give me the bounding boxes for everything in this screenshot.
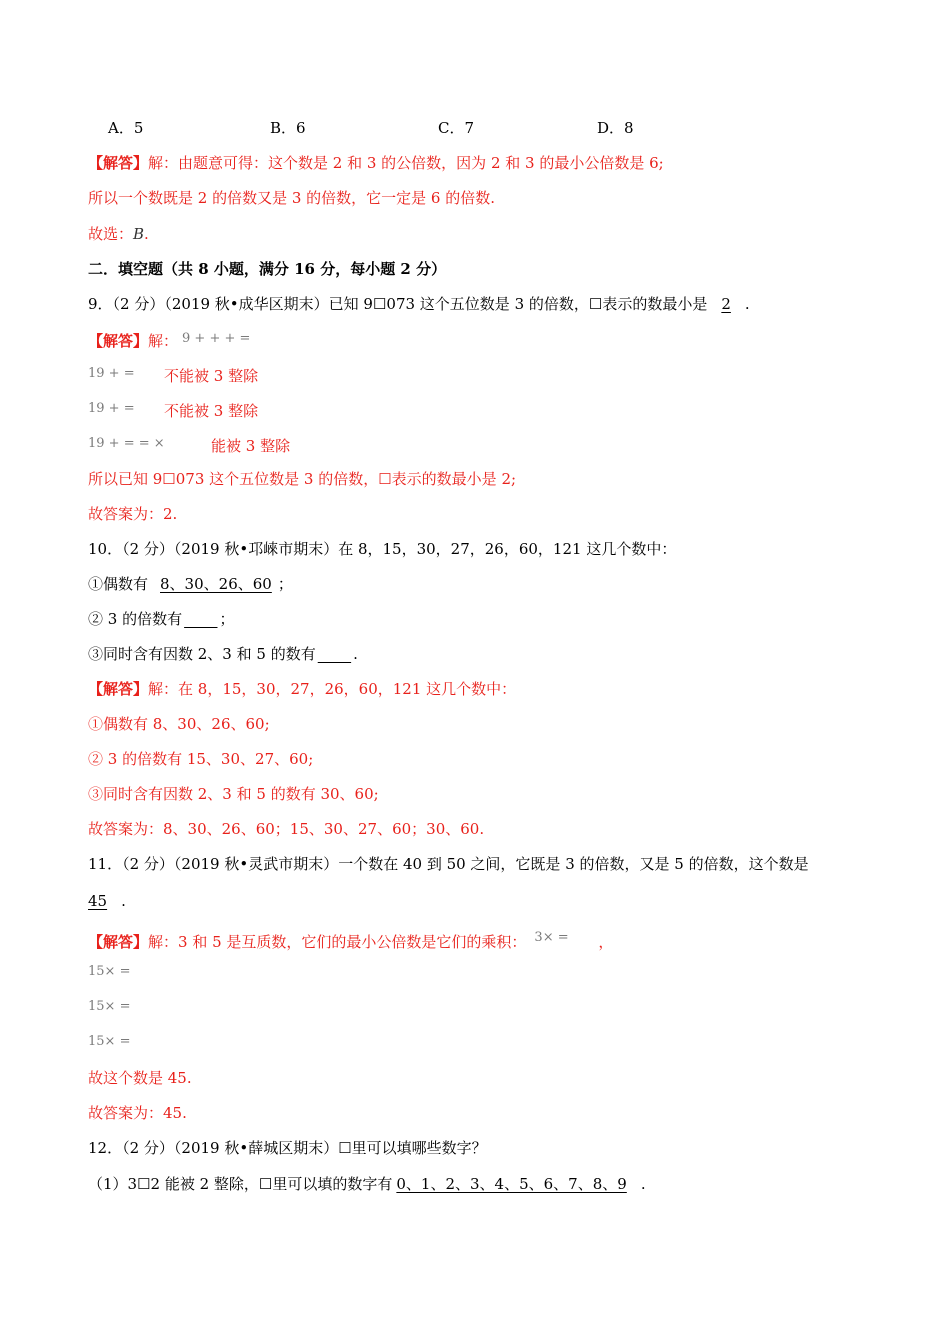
q10-solution-3: ③同时含有因数 2、3 和 5 的数有 30、60; xyxy=(88,785,379,803)
q8-solution-line2: 所以一个数既是 2 的倍数又是 3 的倍数，它一定是 6 的倍数. xyxy=(88,189,496,207)
q9-conclusion: 所以已知 9☐073 这个五位数是 3 的倍数，☐表示的数最小是 2; xyxy=(88,470,517,488)
q10-part3-post: . xyxy=(353,645,358,663)
q9-answer-line: 故答案为：2. xyxy=(88,505,178,523)
q11-stem: 11．（2 分）（2019 秋•灵武市期末）一个数在 40 到 50 之间，它既是 3 的倍数，又是 5 的倍数，这个数是 xyxy=(88,855,809,873)
q11-formula-1: 15× = xyxy=(88,964,131,979)
q9-row3 xyxy=(88,434,290,456)
q10-stem: 10．（2 分）（2019 秋•邛崍市期末）在 8，15，30，27，26，60，121 这几个数中： xyxy=(88,540,677,558)
q9-row2-formula: 19 + = xyxy=(88,401,135,416)
q10-part2-post: ； xyxy=(219,610,235,628)
option-c: C．7 xyxy=(438,119,475,137)
q12-part1-answer: 0、1、2、3、4、5、6、7、8、9 xyxy=(396,1175,627,1193)
q12-part1-text: （1）3☐2 能被 2 整除，☐里可以填的数字有 xyxy=(88,1175,393,1193)
q8-choice-prefix: 故选： xyxy=(88,225,134,243)
q10-part2-blank xyxy=(182,610,219,628)
q10-part3 xyxy=(88,644,358,664)
q11-formula-3: 15× = xyxy=(88,1034,131,1049)
q12-stem: 12．（2 分）（2019 秋•薛城区期末）☐里可以填哪些数字？ xyxy=(88,1139,487,1157)
solution-tag: 【解答】 xyxy=(88,332,149,350)
q10-part1 xyxy=(88,574,293,594)
q10-part2 xyxy=(88,609,235,629)
q9-row3-formula: 19 + = = × xyxy=(88,436,165,451)
q11-formula-2: 15× = xyxy=(88,999,131,1014)
q10-answer-line: 故答案为：8、30、26、60；15、30、27、60；30、60. xyxy=(88,820,485,838)
option-d: D．8 xyxy=(597,119,634,137)
q10-part3-text: ③同时含有因数 2、3 和 5 的数有 xyxy=(88,645,316,663)
q8-choice-value: B xyxy=(133,225,145,243)
q10-part3-blank xyxy=(316,645,353,663)
q9-row1 xyxy=(88,364,258,386)
option-a: A．5 xyxy=(108,119,144,137)
q8-choice xyxy=(88,224,149,244)
q8-solution-text: 解：由题意可得：这个数是 2 和 3 的公倍数，因为 2 和 3 的最小公倍数是 6; xyxy=(148,154,664,172)
q10-solution-2: ② 3 的倍数有 15、30、27、60; xyxy=(88,750,314,768)
q9-stem xyxy=(88,294,750,314)
q10-solution xyxy=(88,679,516,699)
q9-answer: 2 xyxy=(721,295,731,313)
q12-part1 xyxy=(88,1174,646,1194)
q9-formula: 9 + + + = xyxy=(182,331,251,346)
q11-solution-text: 解：3 和 5 是互质数，它们的最小公倍数是它们的乘积： xyxy=(148,933,527,951)
q10-part1-answer: 8、30、26、60 xyxy=(160,575,272,593)
q11-answer-row xyxy=(88,891,126,911)
solution-tag: 【解答】 xyxy=(88,933,149,951)
solution-tag: 【解答】 xyxy=(88,154,149,172)
q11-conclusion: 故这个数是 45. xyxy=(88,1069,192,1087)
option-b: B．6 xyxy=(270,119,306,137)
q9-row1-text: 不能被 3 整除 xyxy=(164,367,259,385)
q9-row2 xyxy=(88,399,258,421)
q8-solution-line1 xyxy=(88,153,664,173)
solution-tag: 【解答】 xyxy=(88,680,149,698)
q11-answer-line: 故答案为：45. xyxy=(88,1104,187,1122)
q9-row1-formula: 19 + = xyxy=(88,366,135,381)
q8-choice-suffix: . xyxy=(144,225,149,243)
q9-row2-text: 不能被 3 整除 xyxy=(164,402,259,420)
q10-part1-text: ①偶数有 xyxy=(88,575,149,593)
q11-answer: 45 xyxy=(88,892,108,910)
q12-part1-post: . xyxy=(640,1175,646,1193)
q10-solution-text: 解：在 8，15，30，27，26，60，121 这几个数中： xyxy=(148,680,517,698)
q11-stem-post: . xyxy=(121,892,126,910)
q9-solution xyxy=(88,329,250,351)
q9-row3-text: 能被 3 整除 xyxy=(211,437,291,455)
q10-solution-1: ①偶数有 8、30、26、60; xyxy=(88,715,270,733)
section-heading: 二．填空题（共 8 小题，满分 16 分，每小题 2 分） xyxy=(88,260,447,278)
q10-part2-text: ② 3 的倍数有 xyxy=(88,610,183,628)
q11-formula: 3× = xyxy=(534,930,569,945)
q9-stem-text: 9．（2 分）（2019 秋•成华区期末）已知 9☐073 这个五位数是 3 的倍数，☐表示的数最小是 xyxy=(88,295,708,313)
q10-part1-post: ； xyxy=(277,575,293,593)
q9-stem-post: . xyxy=(744,295,750,313)
q9-solution-prefix: 解： xyxy=(148,332,179,350)
q11-solution xyxy=(88,928,613,952)
q11-solution-post: ， xyxy=(598,933,614,951)
